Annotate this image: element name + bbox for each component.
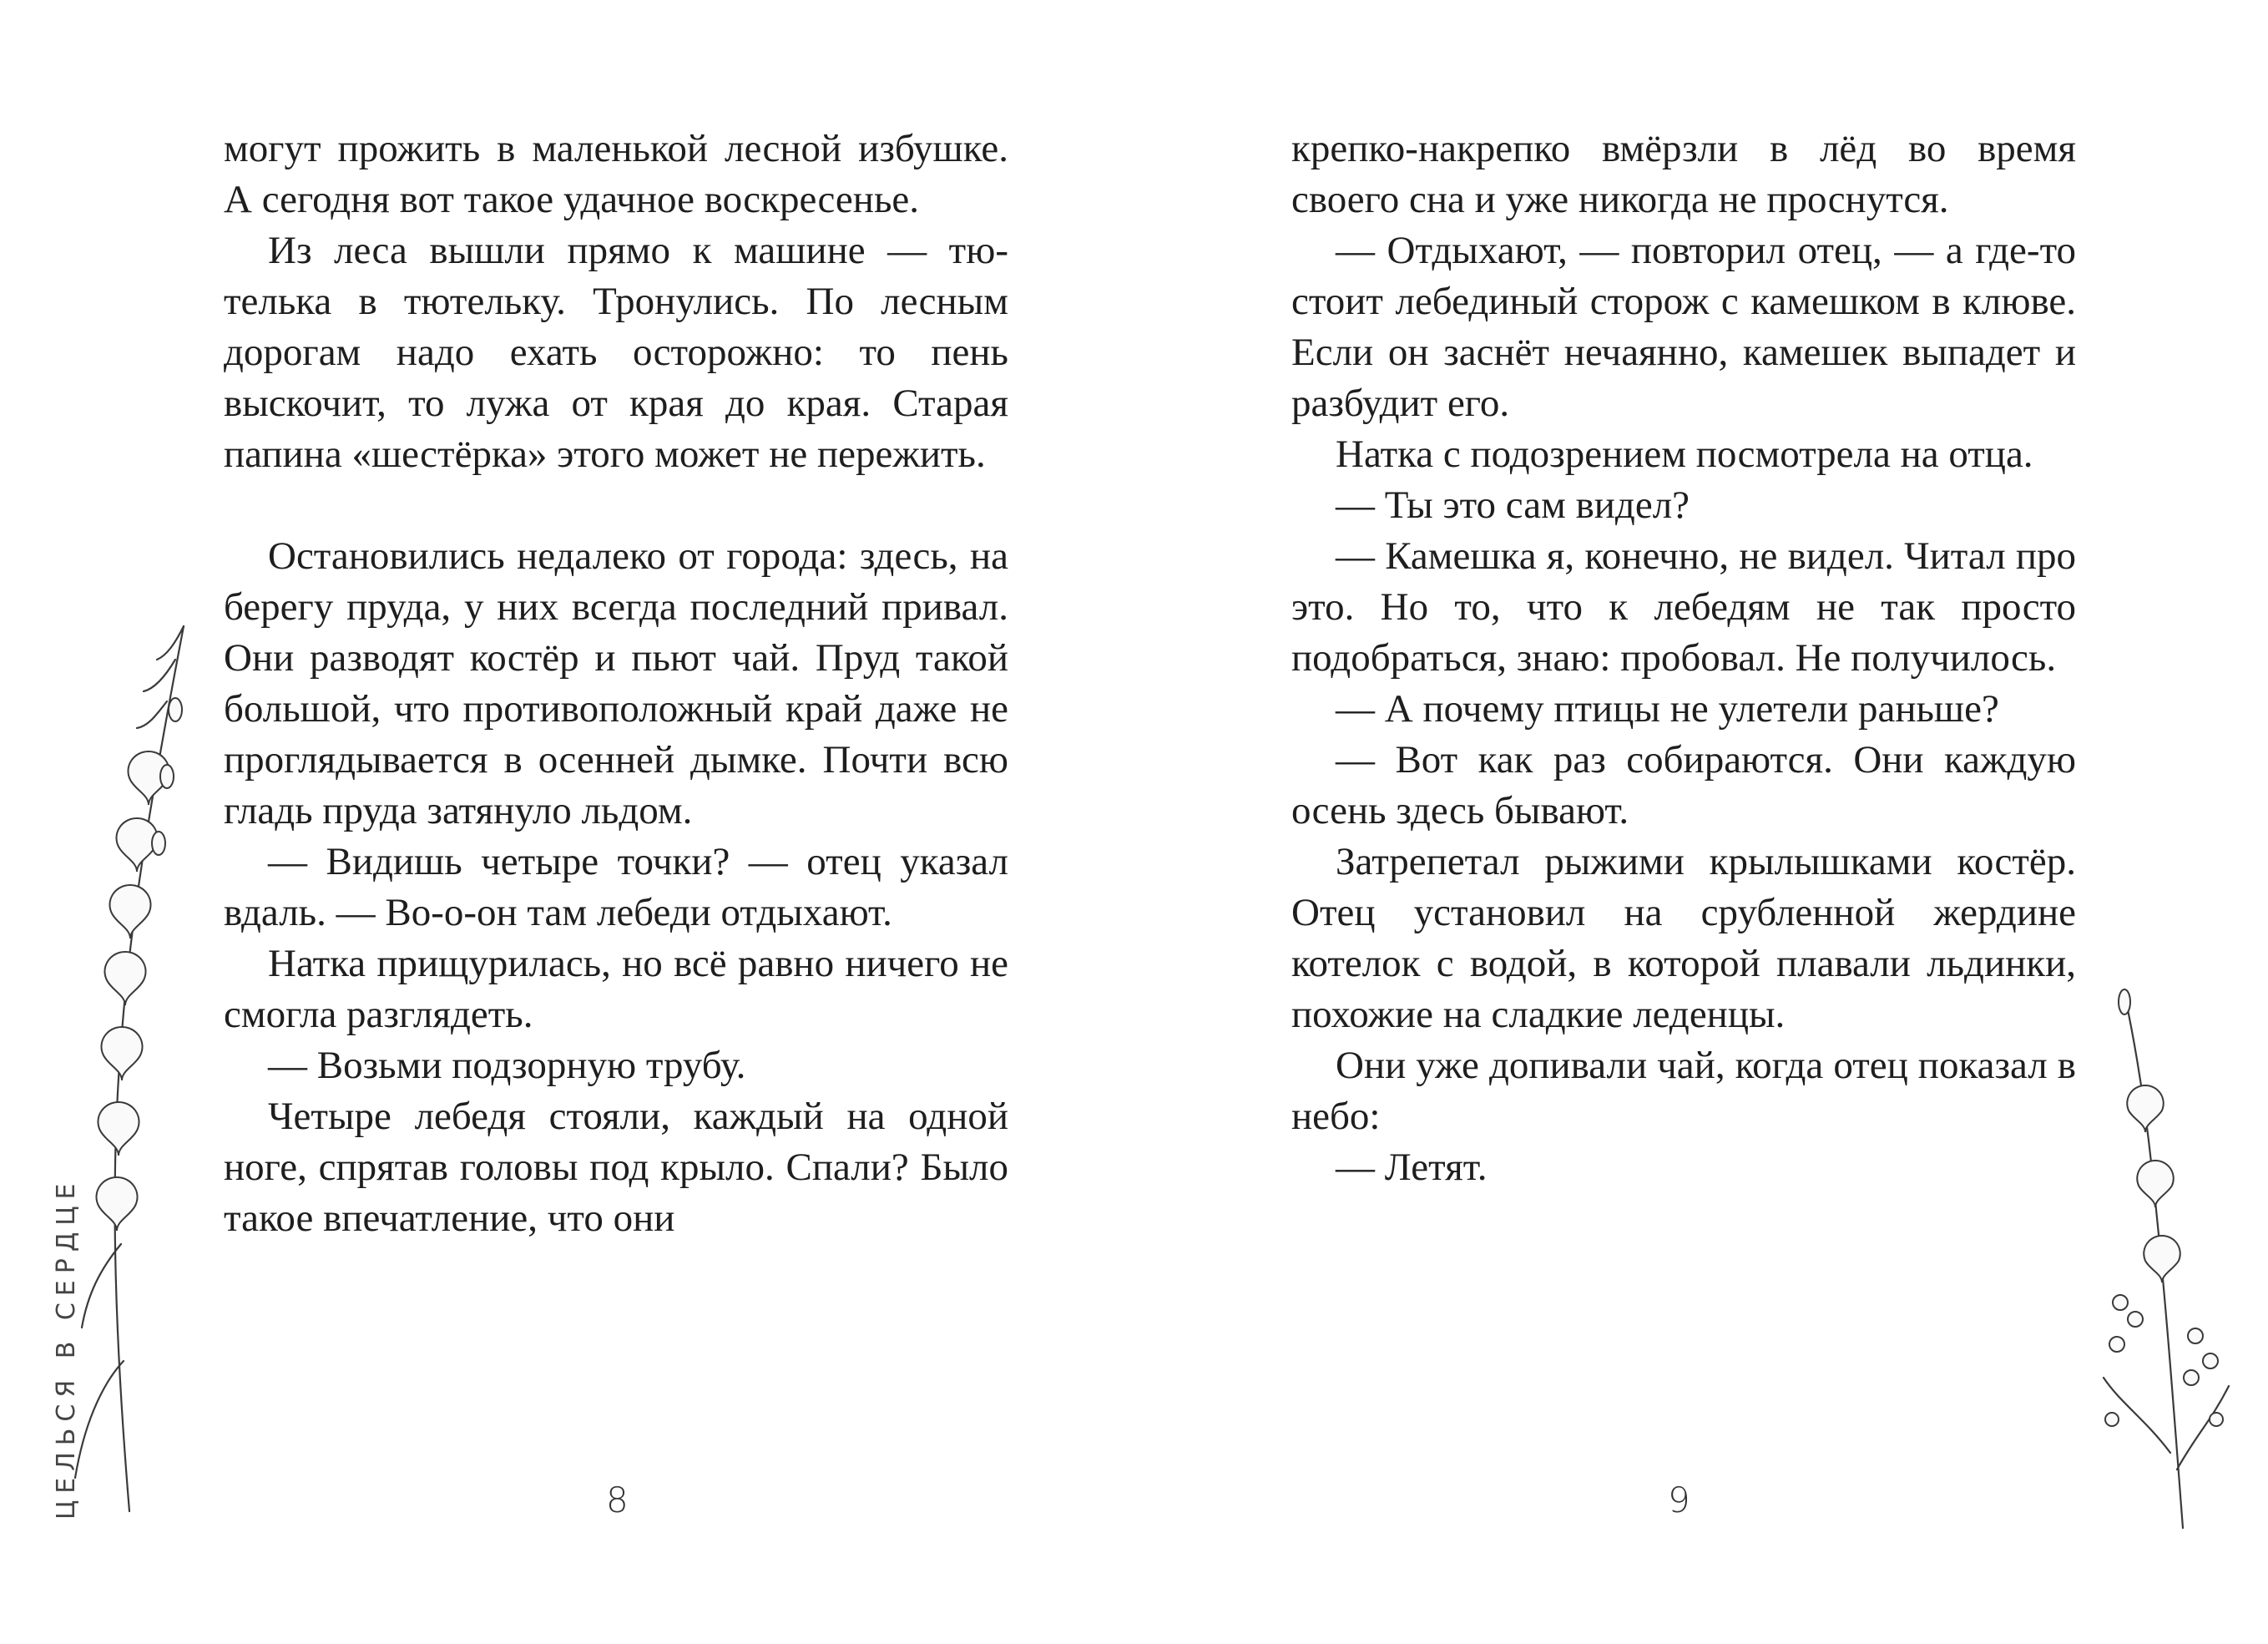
paragraph: Четыре лебедя стояли, каждый на одной ноге, спрятав головы под крыло. Спали? Было такое впечатление, что они [224, 1095, 1008, 1240]
section-break [224, 480, 1008, 531]
paragraph: — Летят. [1336, 1146, 1488, 1189]
paragraph: крепко-накрепко вмёрзли в лёд во время своего сна и уже никогда не проснутся. [1291, 127, 2076, 221]
paragraph: Затрепетал рыжими крылышками костёр. Отец установил на срубленной жердине котелок с водой, в которой плавали льдинки, похожие на сладкие леденцы. [1291, 840, 2076, 1036]
page-number-left: 8 [606, 1480, 629, 1520]
paragraph: — А почему птицы не улетели раньше? [1336, 687, 1999, 731]
paragraph: — Ты это сам видел? [1336, 483, 1690, 527]
paragraph: Натка с подозрением посмотрела на отца. [1336, 432, 2033, 476]
paragraph: — Возьми подзорную трубу. [268, 1044, 746, 1087]
paragraph: — Камешка я, конечно, не видел. Читал про это. Но то, что к лебедям не так просто подобраться, знаю: пробовал. Не получилось. [1291, 534, 2076, 680]
paragraph: — Видишь четыре точки? — отец указал вдаль. — Во-о-он там лебеди отдыхают. [224, 840, 1008, 934]
flower-stem-ornament-right [2087, 985, 2237, 1536]
paragraph: Из леса вышли прямо к машине — тютелька в тютельку. Тронулись. По лесным дорогам надо ехать осторожно: то пень выскочит, то лужа от края до края. Старая папина «шестёрка» этого может не пережить. [224, 229, 1008, 476]
paragraph: Они уже допивали чай, когда отец показал в небо: [1291, 1044, 2076, 1138]
paragraph: — Отдыхают, — повторил отец, — а где-то стоит лебединый сторож с камешком в клюве. Если он заснёт нечаянно, камешек выпадет и разбудит его. [1291, 229, 2076, 425]
page-number-right: 9 [1668, 1480, 1690, 1520]
paragraph: могут прожить в маленькой лесной избушке. А сегодня вот такое удачное воскресенье. [224, 127, 1008, 221]
paragraph: Натка прищурилась, но всё равно ничего не смогла разглядеть. [224, 942, 1008, 1036]
running-title: ЦЕЛЬСЯ В СЕРДЦЕ [52, 1176, 81, 1520]
left-page-text [224, 124, 1008, 1244]
paragraph: Остановились недалеко от города: здесь, на берегу пруда, у них всегда последний привал. Они разводят костёр и пьют чай. Пруд такой большой, что противоположный край даже не проглядывается в осенней дымке. Почти всю гладь пруда затянуло льдом. [224, 534, 1008, 832]
right-page-text [1291, 124, 2076, 1193]
paragraph: — Вот как раз собираются. Они каждую осень здесь бывают. [1291, 738, 2076, 832]
flower-stem-ornament-left [50, 610, 200, 1528]
